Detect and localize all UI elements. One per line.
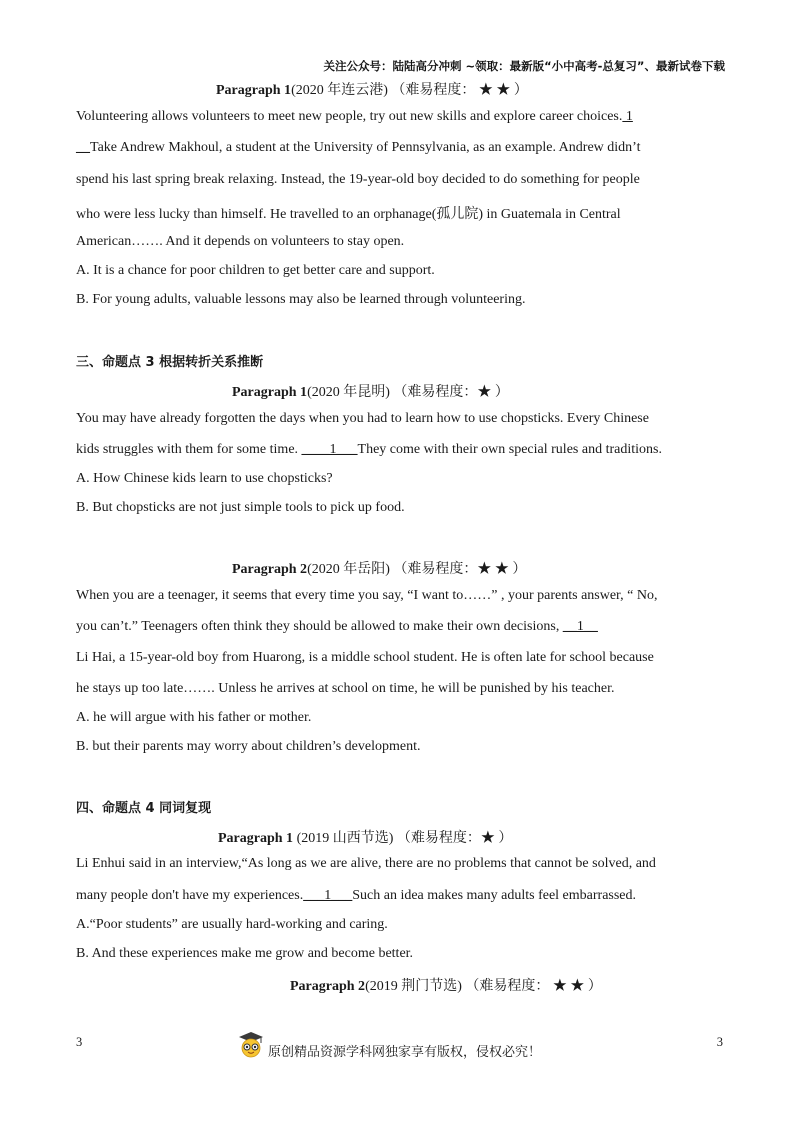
paragraph-label: Paragraph 2: [232, 562, 308, 577]
page-header: 关注公众号：陆陆高分冲刺 ~领取：最新版“小中高考-总复习”、最新试卷下载: [323, 59, 725, 73]
paragraph-title: [290, 975, 602, 995]
option-a: A. How Chinese kids learn to use chopsticks?: [76, 471, 333, 486]
text-line: [76, 888, 636, 904]
blank-1: ___1___: [303, 888, 353, 903]
text: Volunteering allows volunteers to meet new people, try out new skills and explore career choices.: [76, 109, 623, 124]
text-line: When you are a teenager, it seems that every time you say, “I want to……” , your parents answer, “ No,: [76, 588, 658, 603]
paragraph-source: (2019 荆门节选) （难易程度： ★ ★ ）: [365, 979, 602, 994]
section-heading: 四、命题点 4 同词复现: [76, 801, 212, 816]
blank-1: __: [76, 140, 90, 155]
paragraph-source: (2020 年连云港) （难易程度： ★ ★ ）: [291, 83, 528, 98]
section-heading: 三、命题点 3 根据转折关系推断: [76, 355, 264, 370]
option-a: A. It is a chance for poor children to get better care and support.: [76, 263, 435, 278]
paragraph-title: [232, 381, 509, 401]
copyright-notice: 原创精品资源学科网独家享有版权，侵权必究！: [268, 1045, 542, 1060]
text: Such an idea makes many adults feel embarrassed.: [352, 888, 637, 903]
paragraph-source: (2020 年岳阳) （难易程度：★ ★ ）: [307, 562, 527, 577]
text: kids struggles with them for some time.: [76, 442, 302, 457]
text-line: You may have already forgotten the days when you had to learn how to use chopsticks. Every Chinese: [76, 411, 649, 426]
paragraph-label: Paragraph 1: [218, 831, 294, 846]
paragraph-title: [216, 79, 528, 99]
option-b: B. For young adults, valuable lessons may also be learned through volunteering.: [76, 292, 526, 307]
text-line: American……. And it depends on volunteers to stay open.: [76, 234, 405, 249]
option-a: A.“Poor students” are usually hard-working and caring.: [76, 917, 388, 932]
option-a: A. he will argue with his father or mother.: [76, 710, 312, 725]
text-line: [76, 109, 633, 125]
mascot-icon: [237, 1030, 265, 1058]
option-b: B. but their parents may worry about children’s development.: [76, 739, 421, 754]
option-b: B. And these experiences make me grow and become better.: [76, 946, 414, 961]
page-number-right: 3: [716, 1035, 723, 1049]
paragraph-source: (2019 山西节选) （难易程度：★ ）: [293, 831, 513, 846]
text-line: who were less lucky than himself. He travelled to an orphanage(孤儿院) in Guatemala in Central: [76, 207, 621, 222]
paragraph-label: Paragraph 1: [232, 385, 308, 400]
paragraph-label: Paragraph 1: [216, 83, 292, 98]
paragraph-source: (2020 年昆明) （难易程度：★ ）: [307, 385, 509, 400]
blank-1: __1__: [562, 619, 598, 634]
page-number-left: 3: [76, 1035, 83, 1049]
option-b: B. But chopsticks are not just simple tools to pick up food.: [76, 500, 405, 515]
blank-1: ____1___: [301, 442, 358, 457]
text-line: spend his last spring break relaxing. Instead, the 19-year-old boy decided to do something for people: [76, 172, 640, 187]
paragraph-title: [232, 558, 526, 578]
text: Take Andrew Makhoul, a student at the University of Pennsylvania, as an example. Andrew didn’t: [90, 140, 641, 155]
text-line: [76, 140, 640, 156]
text-line: he stays up too late……. Unless he arrives at school on time, he will be punished by his teacher.: [76, 681, 615, 696]
paragraph-label: Paragraph 2: [290, 979, 366, 994]
text: They come with their own special rules and traditions.: [357, 442, 662, 457]
text-line: [76, 619, 598, 635]
blank-1: 1: [622, 109, 633, 124]
text-line: Li Hai, a 15-year-old boy from Huarong, is a middle school student. He is often late for school because: [76, 650, 654, 665]
text: many people don't have my experiences.: [76, 888, 304, 903]
text-line: [76, 442, 662, 458]
paragraph-title: [218, 827, 512, 847]
text-line: Li Enhui said in an interview,“As long as we are alive, there are no problems that cannot be solved, and: [76, 856, 656, 871]
text: you can’t.” Teenagers often think they should be allowed to make their own decisions,: [76, 619, 563, 634]
